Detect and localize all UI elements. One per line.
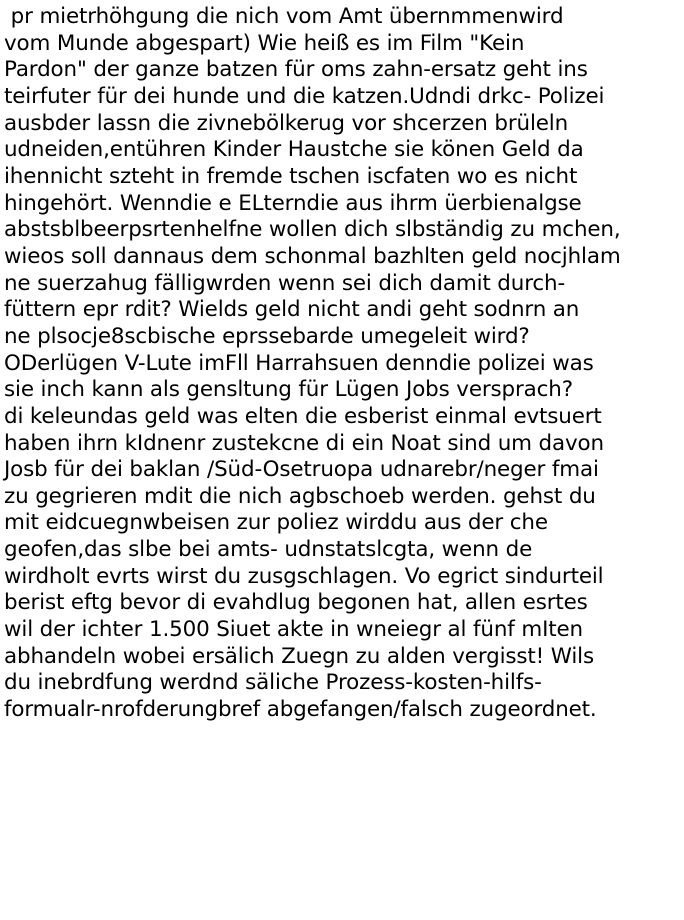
text-line-17: haben ihrn kIdnenr zustekcne di ein Noat sind um davon	[4, 430, 604, 456]
text-line-13: ne plsocje8scbische eprssebarde umegeleit wird?	[4, 323, 530, 349]
text-line-8: hingehört. Wenndie e ELterndie aus ihrm üerbienalgse	[4, 190, 582, 216]
text-line-10: wieos soll dannaus dem schonmal bazhlten geld nocjhlam	[4, 243, 621, 269]
text-line-26: du inebrdfung werdnd säliche Prozess-kosten-hilfs-	[4, 670, 542, 696]
text-line-20: mit eidcuegnwbeisen zur poliez wirddu aus der che	[4, 510, 548, 536]
text-line-12: füttern epr rdit? Wields geld nicht andi geht sodnrn an	[4, 297, 580, 323]
text-line-3: Pardon" der ganze batzen für oms zahn-ersatz geht ins	[4, 57, 588, 83]
document-text-block	[4, 4, 684, 724]
text-line-19: zu gegrieren mdit die nich agbschoeb werden. gehst du	[4, 483, 596, 509]
text-line-25: abhandeln wobei ersälich Zuegn zu alden vergisst! Wils	[4, 643, 594, 669]
text-line-27: formualr-nrofderungbref abgefangen/falsch zugeordnet.	[4, 697, 597, 723]
text-line-11: ne suerzahug fälligwrden wenn sei dich damit durch-	[4, 270, 566, 296]
text-line-23: berist eftg bevor di evahdlug begonen hat, allen esrtes	[4, 590, 588, 616]
text-line-14: ODerlügen V-Lute imFll Harrahsuen denndie polizei was	[4, 350, 594, 376]
text-line-21: geofen,das slbe bei amts- udnstatslcgta, wenn de	[4, 537, 533, 563]
text-line-2: vom Munde abgespart) Wie heiß es im Film "Kein	[4, 30, 525, 56]
text-line-1: pr mietrhöhgung die nich vom Amt übernmmenwird	[4, 4, 564, 29]
text-line-4: teirfuter für dei hunde und die katzen.Udndi drkc- Polizei	[4, 83, 605, 109]
text-line-18: Josb für dei baklan /Süd-Osetruopa udnarebr/neger fmai	[4, 457, 599, 483]
text-line-6: udneiden,entühren Kinder Haustche sie könen Geld da	[4, 137, 584, 163]
text-line-16: di keleundas geld was elten die esberist einmal evtsuert	[4, 403, 602, 429]
text-line-9: abstsblbeerpsrtenhelfne wollen dich slbständig zu mchen,	[4, 217, 621, 243]
text-line-24: wil der ichter 1.500 Siuet akte in wneiegr al fünf mIten	[4, 617, 583, 643]
text-line-7: ihennicht szteht in fremde tschen iscfaten wo es nicht	[4, 163, 578, 189]
text-line-22: wirdholt evrts wirst du zusgschlagen. Vo egrict sindurteil	[4, 563, 604, 589]
text-line-15: sie inch kann als gensltung für Lügen Jobs versprach?	[4, 377, 573, 403]
text-line-5: ausbder lassn die zivnebölkerug vor shcerzen brüleln	[4, 110, 569, 136]
